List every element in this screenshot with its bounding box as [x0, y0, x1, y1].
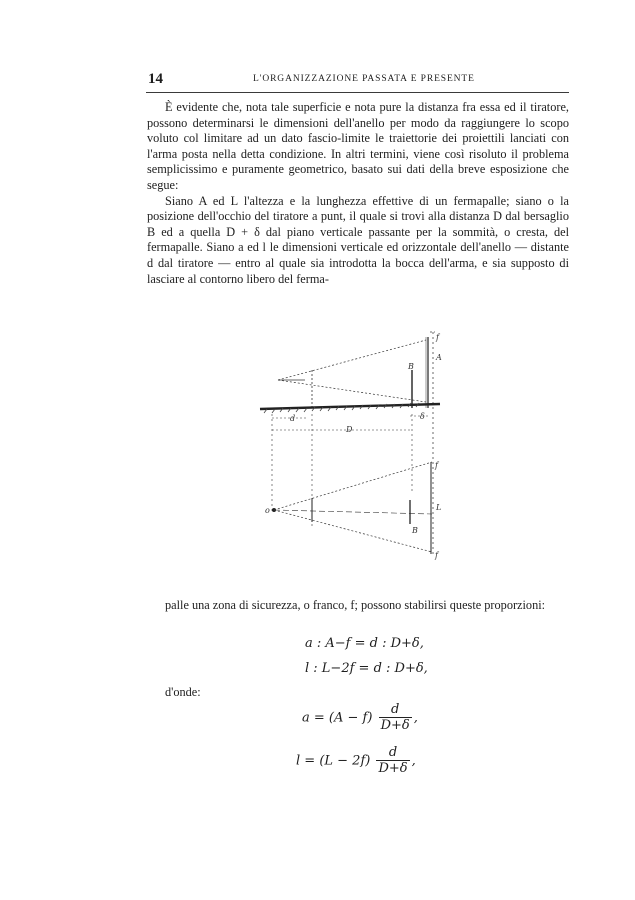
- label-f-mid: f: [435, 461, 438, 470]
- label-f-bottom: f: [435, 551, 438, 560]
- fraction-a-numerator: d: [390, 702, 400, 717]
- body-text-bottom: [147, 598, 569, 614]
- plan-fan-upper: [274, 462, 432, 510]
- proportion-1: a : A−f = d : D+δ,: [305, 636, 424, 651]
- label-f-top: f: [436, 333, 439, 342]
- paragraph-3: palle una zona di sicurezza, o franco, f; possono stabilirsi queste proporzioni:: [165, 598, 546, 612]
- header-rule: [146, 92, 569, 93]
- label-L: L: [436, 503, 442, 512]
- proportion-2: l : L−2f = d : D+δ,: [305, 661, 428, 676]
- page-number: 14: [148, 71, 163, 87]
- fraction-l-denominator: D+δ: [378, 761, 408, 776]
- plan-fan-lower: [274, 510, 432, 552]
- label-o: o: [265, 506, 270, 515]
- paragraph-1: È evidente che, nota tale superficie e nota pure la distanza fra essa ed il tiratore, possono determinarsi le dimensioni dell'anello per modo da raggiungere lo scopo voluto col limitare ad un dato fascio-limite le traiettorie dei proiettili lanciati con l'arma posta nella detta condizione. In altri termini, viene così risoluto il problema semplicissimo e puramente geometrico, basato sui dati della breve esposizione che segue:: [147, 100, 569, 192]
- result-a-lhs: a = (A − f): [302, 710, 373, 726]
- running-title: L'ORGANIZZAZIONE PASSATA E PRESENTE: [253, 74, 475, 84]
- page-header: [148, 71, 568, 91]
- label-d: d: [290, 414, 296, 423]
- label-B-top: B: [408, 362, 414, 371]
- label-delta: δ: [420, 412, 425, 421]
- result-l-trail: ,: [411, 753, 416, 769]
- fraction-l: [376, 746, 409, 776]
- result-formula-l: [296, 746, 416, 776]
- result-a-trail: ,: [413, 710, 418, 726]
- sight-line-top: [278, 340, 426, 380]
- fraction-a-denominator: D+δ: [380, 718, 410, 733]
- body-text-top: [147, 100, 569, 287]
- fraction-l-numerator: d: [388, 745, 398, 760]
- donde-text: d'onde:: [165, 685, 201, 699]
- label-D: D: [346, 425, 353, 434]
- fraction-a: [379, 703, 412, 733]
- label-B-bottom: B: [412, 526, 418, 535]
- result-formula-a: [302, 703, 418, 733]
- ground-line: [260, 404, 440, 409]
- label-A: A: [436, 353, 442, 362]
- sight-line-lower: [278, 380, 426, 402]
- donde-line: [147, 685, 227, 701]
- fermapalle-diagram: [250, 322, 455, 562]
- result-l-lhs: l = (L − 2f): [296, 753, 371, 769]
- paragraph-2: Siano A ed L l'altezza e la lunghezza effettive di un fermapalle; siano o la posizione dell'occhio del tiratore a punt, il quale si trovi alla distanza D dal bersaglio B ed a quella D + δ dal piano verticale passante per la sommità, o cresta, del fermapalle. Siano a ed l le dimensioni verticale ed orizzontale dell'anello — distante d dal tiratore — entro al quale sia introdotta la bocca dell'arma, e sia supposto di lasciare al contorno libero del ferma-: [147, 193, 569, 286]
- plan-axis: [274, 510, 432, 514]
